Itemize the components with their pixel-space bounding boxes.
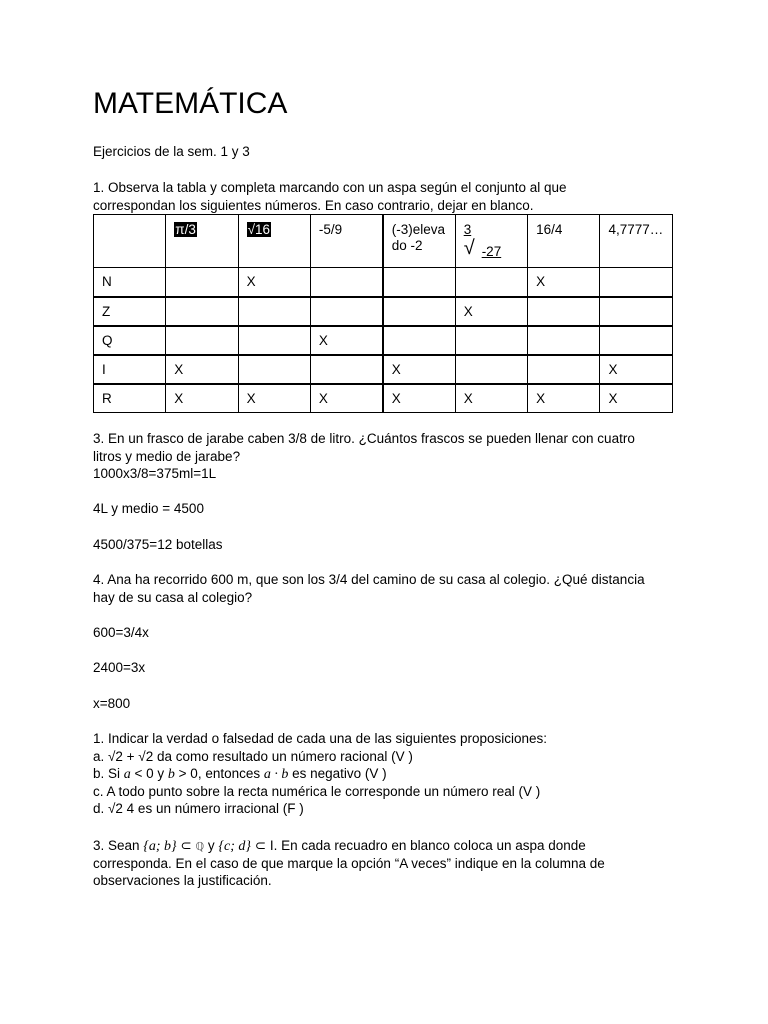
table-cell: X — [455, 297, 527, 326]
q3-work: 4L y medio = 4500 — [93, 501, 204, 516]
q5-item-b: b. Si a < 0 y b > 0, entonces a · b es negativo (V ) — [93, 766, 387, 782]
table-cell: X — [166, 355, 238, 384]
table-cell — [238, 326, 310, 355]
table-row — [94, 268, 673, 297]
q3-line1: 3. En un frasco de jarabe caben 3/8 de litro. ¿Cuántos frascos se pueden llenar con cuatro — [93, 431, 635, 446]
table-cell — [383, 297, 455, 326]
table-cell — [238, 355, 310, 384]
table-cell — [310, 268, 382, 297]
radical-icon: √ — [463, 237, 475, 259]
table-cell: X — [238, 384, 310, 413]
table-cell: X — [528, 268, 600, 297]
q5-item-a: a. √2 + √2 da como resultado un número racional (V ) — [93, 748, 413, 764]
q1-line1: 1. Observa la tabla y completa marcando con un aspa según el conjunto al que — [93, 180, 567, 195]
q6-line1: 3. Sean {a; b} ⊂ ℚ y {c; d} ⊂ I. En cada recuadro en blanco coloca un aspa donde — [93, 838, 586, 854]
q6-line2: corresponda. En el caso de que marque la opción “A veces” indique en la columna de — [93, 855, 605, 871]
table-cell — [166, 326, 238, 355]
q6-line3: observaciones la justificación. — [93, 873, 272, 888]
table-row — [94, 384, 673, 413]
row-label: Z — [94, 297, 166, 326]
row-label: R — [94, 384, 166, 413]
q4-work: 2400=3x — [93, 660, 146, 675]
table-row — [94, 297, 673, 326]
table-cell — [528, 355, 600, 384]
q5-intro: 1. Indicar la verdad o falsedad de cada una de las siguientes proposiciones: — [93, 731, 548, 746]
table-cell — [455, 268, 527, 297]
table-cell — [166, 297, 238, 326]
table-cell: X — [238, 268, 310, 297]
table-cell — [528, 297, 600, 326]
row-label: I — [94, 355, 166, 384]
q3-line2: litros y medio de jarabe? — [93, 448, 241, 464]
table-cell — [383, 326, 455, 355]
number-sets-table — [93, 214, 673, 413]
q1-line2: correspondan los siguientes números. En caso contrario, dejar en blanco. — [93, 197, 534, 213]
subtitle: Ejercicios de la sem. 1 y 3 — [93, 144, 250, 159]
table-cell: X — [600, 384, 673, 413]
table-cell: X — [528, 384, 600, 413]
table-cell — [455, 355, 527, 384]
table-cell — [310, 355, 382, 384]
table-cell — [528, 326, 600, 355]
row-label: N — [94, 268, 166, 297]
q4-work: 600=3/4x — [93, 625, 149, 640]
table-cell — [310, 297, 382, 326]
q5-item-d: d. √2 4 es un número irracional (F ) — [93, 801, 304, 816]
table-cell — [455, 326, 527, 355]
table-cell: X — [310, 326, 382, 355]
table-cell — [600, 268, 673, 297]
q3-work: 4500/375=12 botellas — [93, 537, 223, 552]
table-cell — [383, 268, 455, 297]
q4-line1: 4. Ana ha recorrido 600 m, que son los 3/4 del camino de su casa al colegio. ¿Qué distancia — [93, 572, 645, 587]
table-cell: X — [383, 384, 455, 413]
header-cell: 16/4 — [528, 215, 600, 268]
table-cell: X — [455, 384, 527, 413]
header-cell — [455, 215, 527, 268]
table-cell: X — [600, 355, 673, 384]
table-cell — [238, 297, 310, 326]
cube-root-expression: 3 √ -27 — [463, 222, 502, 259]
header-cell: π/3 — [166, 215, 238, 268]
q3-work: 1000x3/8=375ml=1L — [93, 466, 217, 481]
header-cell: -5/9 — [310, 215, 382, 268]
header-cell: 4,7777… — [600, 215, 673, 268]
table-cell: X — [166, 384, 238, 413]
q4-work: x=800 — [93, 696, 131, 711]
table-cell: X — [310, 384, 382, 413]
table-row — [94, 326, 673, 355]
row-label: Q — [94, 326, 166, 355]
q4-line2: hay de su casa al colegio? — [93, 589, 253, 605]
table-cell — [600, 297, 673, 326]
header-cell: (-3)eleva do -2 — [383, 215, 455, 268]
page-title: MATEMÁTICA — [93, 87, 288, 120]
table-row — [94, 355, 673, 384]
table-cell — [166, 268, 238, 297]
table-header-row — [94, 215, 673, 268]
header-cell-empty — [94, 215, 166, 268]
table-cell — [600, 326, 673, 355]
q5-item-c: c. A todo punto sobre la recta numérica le corresponde un número real (V ) — [93, 783, 541, 799]
header-cell: √16 — [238, 215, 310, 268]
table-cell: X — [383, 355, 455, 384]
